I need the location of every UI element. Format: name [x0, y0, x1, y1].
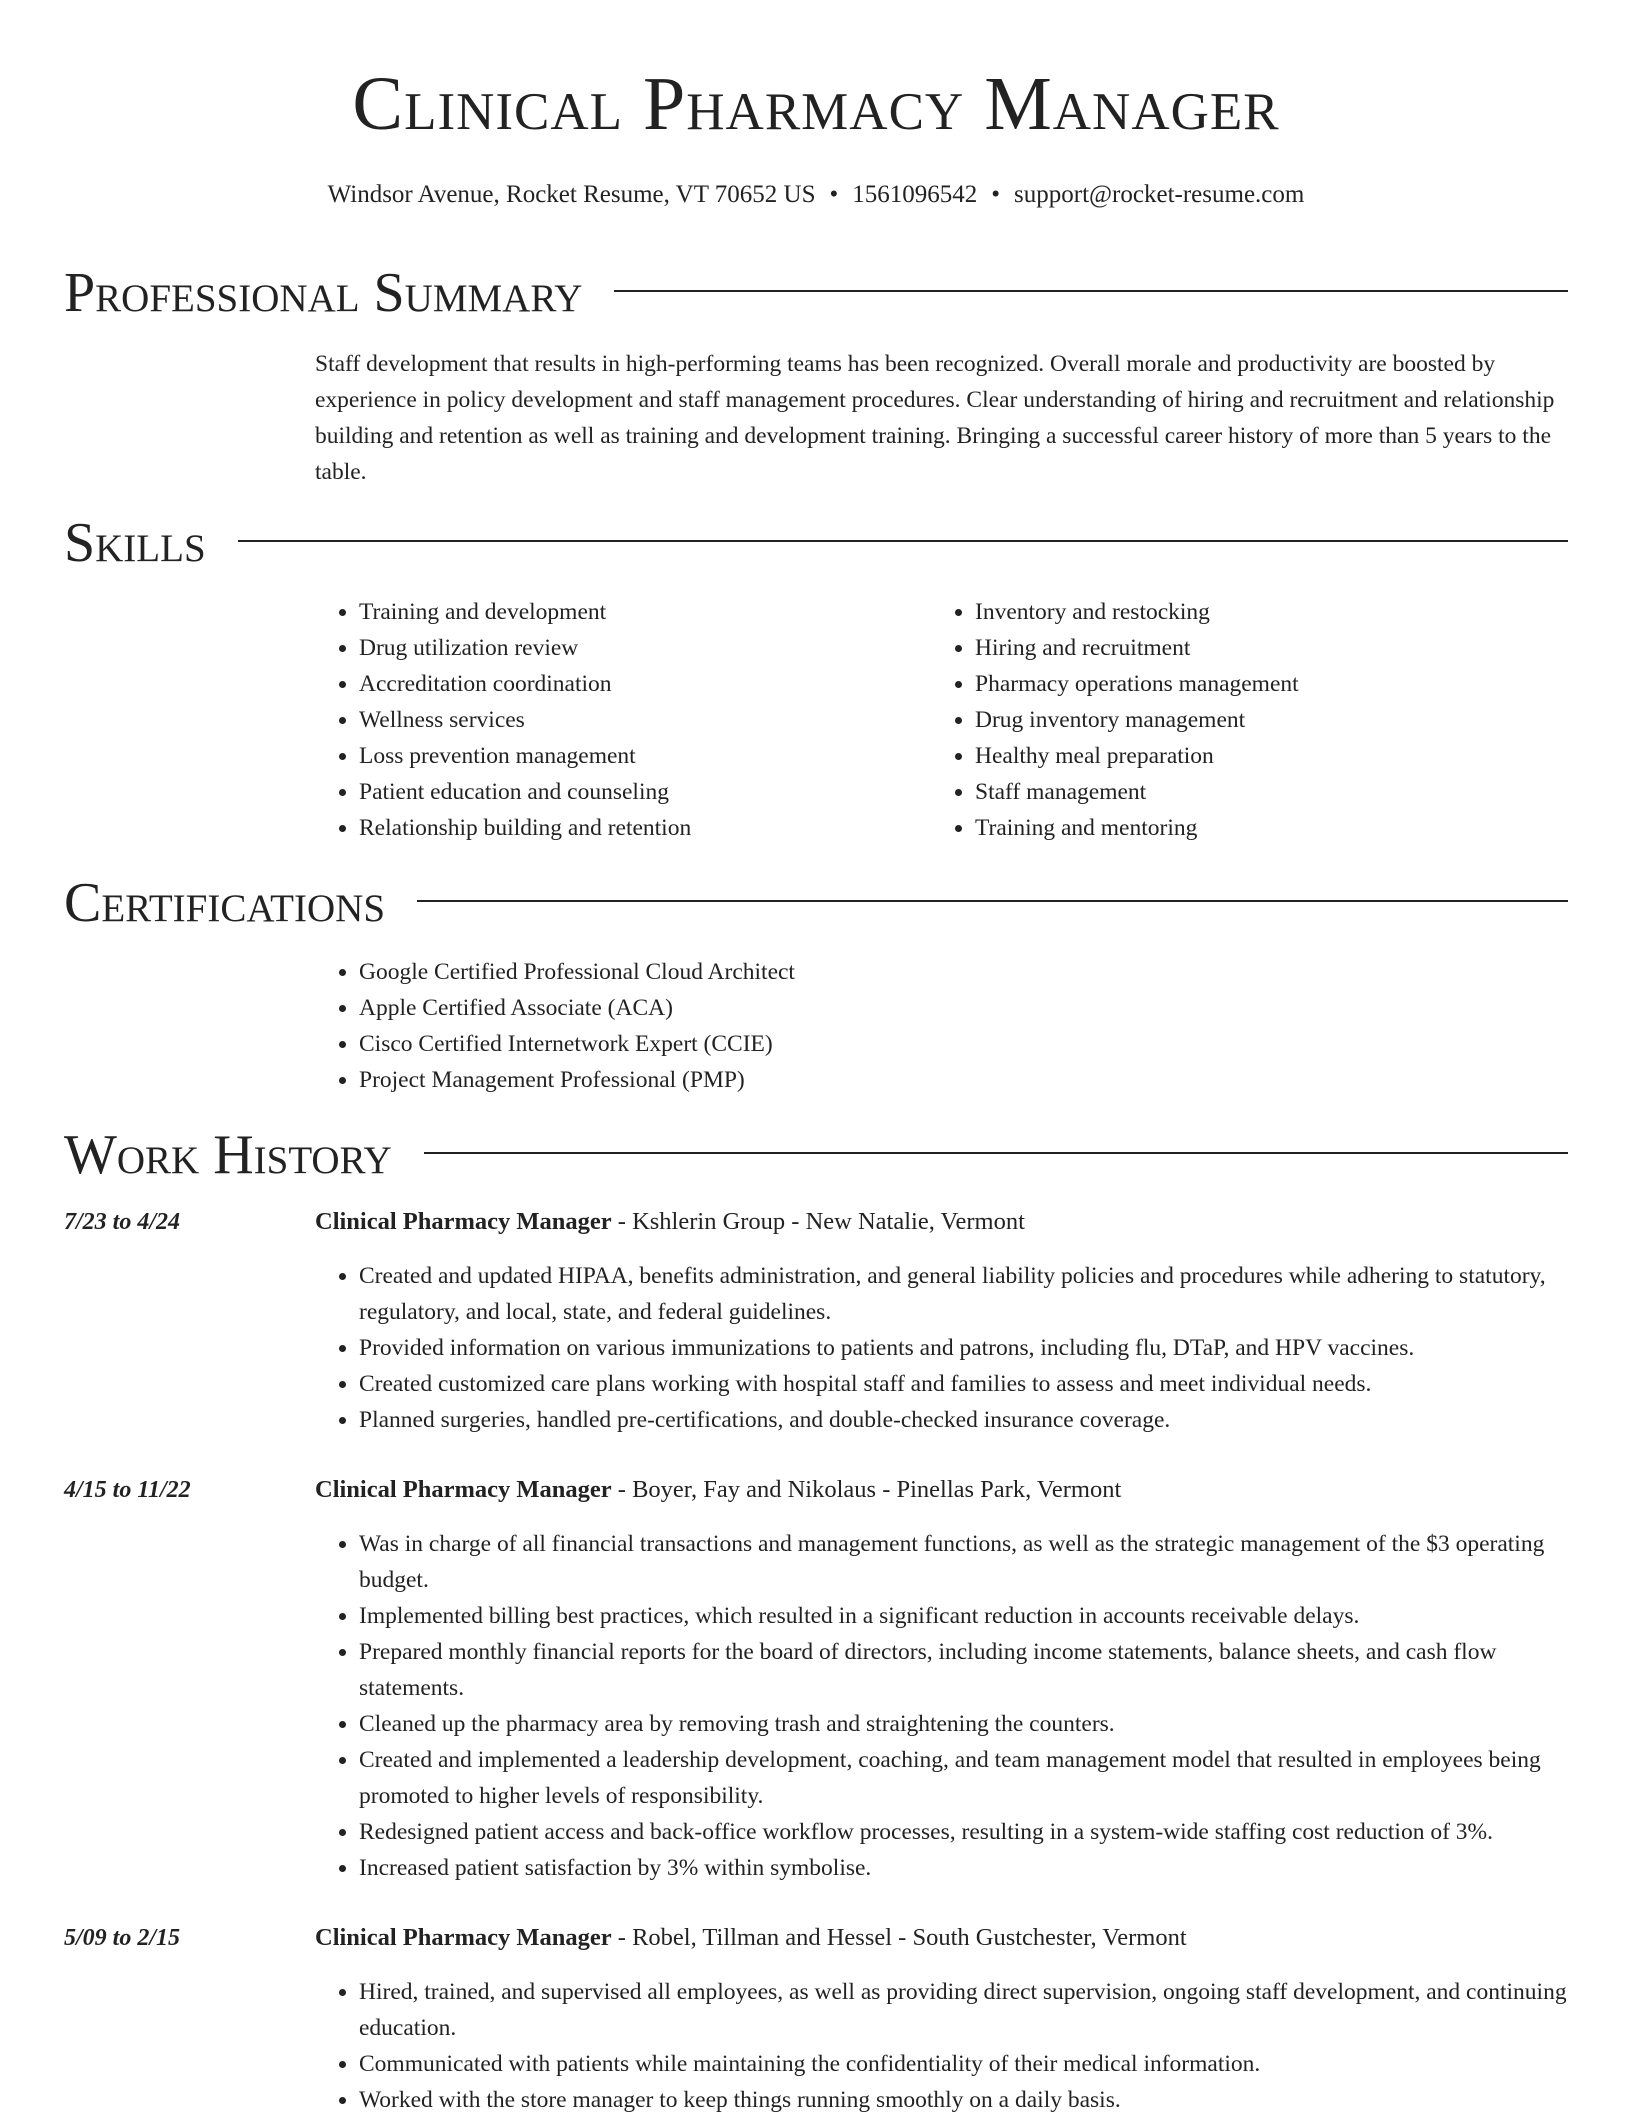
- job-duty: • Created and implemented a leadership development, coaching, and team management model that resulted in employees being promoted to higher levels of responsibility.: [359, 1742, 1568, 1814]
- certifications-section: [64, 868, 1568, 1098]
- certifications-list: [315, 954, 1568, 1098]
- contact-separator: •: [991, 181, 1001, 208]
- job-dates: 5/09 to 2/15: [64, 1925, 181, 1951]
- skill-item: • Hiring and recruitment: [975, 630, 1547, 666]
- job-header: [315, 1204, 1568, 1240]
- skill-item: • Wellness services: [359, 702, 931, 738]
- job-duty: • Cleaned up the pharmacy area by removing trash and straightening the counters.: [359, 1706, 1568, 1742]
- job-title: Clinical Pharmacy Manager: [315, 1476, 612, 1503]
- section-divider: [614, 290, 1568, 292]
- skill-item: • Healthy meal preparation: [975, 738, 1547, 774]
- contact-line: [64, 178, 1568, 212]
- certification-item: • Google Certified Professional Cloud Architect: [359, 954, 1568, 990]
- job-content: [315, 1920, 1568, 2118]
- section-title: Certifications: [64, 872, 386, 934]
- skills-body: [315, 594, 1568, 846]
- job-duty: • Planned surgeries, handled pre-certifications, and double-checked insurance coverage.: [359, 1402, 1568, 1438]
- section-title: Work History: [64, 1124, 392, 1186]
- skill-item: • Inventory and restocking: [975, 594, 1547, 630]
- skill-item: • Drug utilization review: [359, 630, 931, 666]
- section-title: Professional Summary: [64, 262, 583, 324]
- resume-name: Clinical Pharmacy Manager: [352, 62, 1280, 146]
- job-duty: • Provided information on various immunizations to patients and patrons, including flu, DTaP, and HPV vaccines.: [359, 1330, 1568, 1366]
- section-title: Skills: [64, 512, 206, 574]
- section-header: [64, 1120, 1568, 1190]
- job-title: Clinical Pharmacy Manager: [315, 1924, 612, 1951]
- skill-item: • Accreditation coordination: [359, 666, 931, 702]
- job-header: [315, 1920, 1568, 1956]
- job-dates: 4/15 to 11/22: [64, 1477, 191, 1503]
- skill-item: • Relationship building and retention: [359, 810, 931, 846]
- skill-item: • Training and mentoring: [975, 810, 1547, 846]
- job-duty: • Created customized care plans working with hospital staff and families to assess and meet individual needs.: [359, 1366, 1568, 1402]
- skill-item: • Pharmacy operations management: [975, 666, 1547, 702]
- skills-list: [315, 594, 931, 846]
- job-duty: • Prepared monthly financial reports for the board of directors, including income statements, balance sheets, and cash flow statements.: [359, 1634, 1568, 1706]
- certifications-body: [315, 954, 1568, 1098]
- section-header: [64, 258, 1568, 328]
- skill-item: • Drug inventory management: [975, 702, 1547, 738]
- skills-section: [64, 508, 1568, 846]
- job-entry: [64, 1204, 1568, 1438]
- job-duties: [315, 1526, 1568, 1886]
- job-duty: • Increased patient satisfaction by 3% within symbolise.: [359, 1850, 1568, 1886]
- job-dates: 7/23 to 4/24: [64, 1209, 181, 1235]
- summary-body: [315, 346, 1568, 490]
- job-duty: • Worked with the store manager to keep things running smoothly on a daily basis.: [359, 2082, 1568, 2118]
- job-employer: - Kshlerin Group - New Natalie, Vermont: [611, 1208, 1025, 1235]
- work-history-section: [64, 1120, 1568, 2118]
- job-duty: • Was in charge of all financial transactions and management functions, as well as the strategic management of the $3 operating budget.: [359, 1526, 1568, 1598]
- section-divider: [238, 540, 1568, 542]
- contact-address: Windsor Avenue, Rocket Resume, VT 70652 US: [327, 181, 816, 208]
- summary-text: Staff development that results in high-performing teams has been recognized. Overall morale and productivity are boosted by experience in policy development and staff management procedures. Clear understanding of hiring and recruitment and relationship building and retention as well as training and development training. Bringing a successful career history of more than 5 years to the table.: [315, 351, 1555, 485]
- summary-section: [64, 258, 1568, 490]
- skill-item: • Loss prevention management: [359, 738, 931, 774]
- job-employer: - Robel, Tillman and Hessel - South Gustchester, Vermont: [611, 1924, 1187, 1951]
- job-entry: [64, 1920, 1568, 2118]
- skills-column-right: [931, 594, 1547, 846]
- section-header: [64, 508, 1568, 578]
- job-header: [315, 1472, 1568, 1508]
- contact-separator: •: [829, 181, 839, 208]
- section-divider: [424, 1152, 1568, 1154]
- job-duty: • Communicated with patients while maintaining the confidentiality of their medical information.: [359, 2046, 1568, 2082]
- skills-list: [931, 594, 1547, 846]
- contact-email[interactable]: support@rocket-resume.com: [1014, 181, 1305, 208]
- resume-header: [64, 0, 1568, 212]
- skill-item: • Patient education and counseling: [359, 774, 931, 810]
- skills-column-left: [315, 594, 931, 846]
- job-duty: • Created and updated HIPAA, benefits administration, and general liability policies and procedures while adhering to statutory, regulatory, and local, state, and federal guidelines.: [359, 1258, 1568, 1330]
- job-employer: - Boyer, Fay and Nikolaus - Pinellas Park, Vermont: [611, 1476, 1122, 1503]
- job-duty: • Redesigned patient access and back-office workflow processes, resulting in a system-wide staffing cost reduction of 3%.: [359, 1814, 1568, 1850]
- skill-item: • Training and development: [359, 594, 931, 630]
- contact-phone: 1561096542: [852, 181, 978, 208]
- job-duties: [315, 1974, 1568, 2118]
- section-header: [64, 868, 1568, 938]
- certification-item: • Apple Certified Associate (ACA): [359, 990, 1568, 1026]
- job-duties: [315, 1258, 1568, 1438]
- job-duty: • Implemented billing best practices, which resulted in a significant reduction in accounts receivable delays.: [359, 1598, 1568, 1634]
- certification-item: • Cisco Certified Internetwork Expert (CCIE): [359, 1026, 1568, 1062]
- job-content: [315, 1204, 1568, 1438]
- job-entry: [64, 1472, 1568, 1886]
- job-content: [315, 1472, 1568, 1886]
- resume-page: [64, 0, 1568, 2118]
- job-title: Clinical Pharmacy Manager: [315, 1208, 612, 1235]
- certification-item: • Project Management Professional (PMP): [359, 1062, 1568, 1098]
- job-duty: • Hired, trained, and supervised all employees, as well as providing direct supervision, ongoing staff development, and continuing education.: [359, 1974, 1568, 2046]
- section-divider: [417, 900, 1568, 902]
- skill-item: • Staff management: [975, 774, 1547, 810]
